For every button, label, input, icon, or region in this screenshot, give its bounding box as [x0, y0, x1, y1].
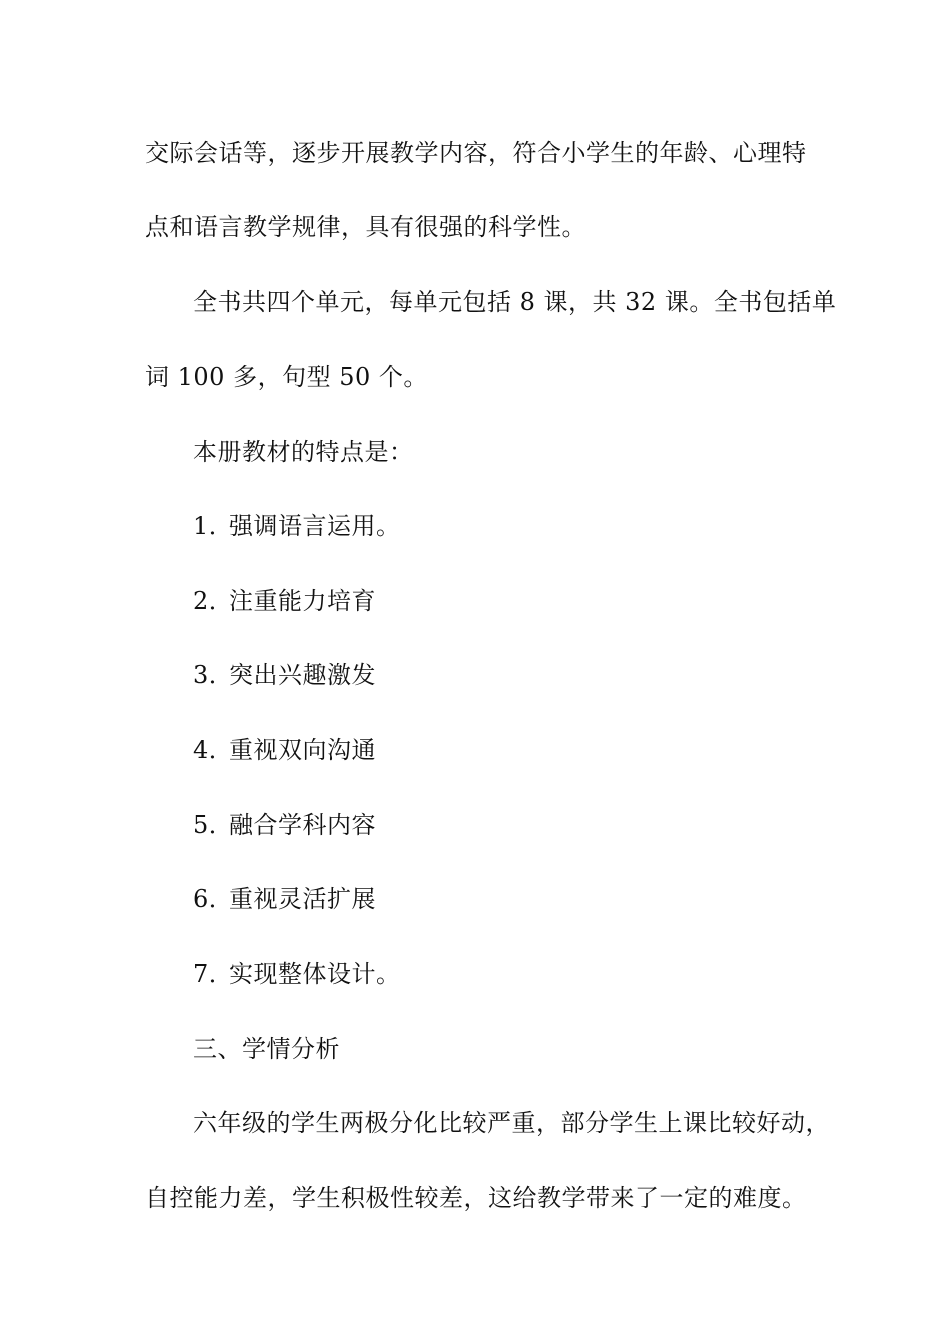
- section-heading: 三、学情分析: [193, 1035, 340, 1063]
- feature-item: [193, 809, 376, 841]
- feature-text: 强调语言运用。: [229, 512, 401, 540]
- paragraph-line: 交际会话等，逐步开展教学内容，符合小学生的年龄、心理特: [145, 139, 807, 167]
- feature-number: 2．: [193, 587, 234, 615]
- feature-item: [193, 734, 376, 766]
- paragraph-line: 点和语言教学规律，具有很强的科学性。: [145, 213, 586, 241]
- paragraph-line: 自控能力差，学生积极性较差，这给教学带来了一定的难度。: [145, 1184, 807, 1212]
- feature-number: 3．: [193, 661, 234, 689]
- feature-item: [193, 883, 376, 915]
- feature-number: 5．: [193, 811, 234, 839]
- features-intro: 本册教材的特点是：: [193, 438, 414, 466]
- paragraph-line: 六年级的学生两极分化比较严重，部分学生上课比较好动，: [193, 1109, 830, 1137]
- paragraph-line: 全书共四个单元，每单元包括 8 课，共 32 课。全书包括单: [193, 288, 837, 316]
- feature-text: 注重能力培育: [229, 587, 376, 615]
- feature-item: [193, 510, 401, 542]
- feature-number: 4．: [193, 736, 234, 764]
- feature-number: 1．: [193, 512, 234, 540]
- feature-text: 重视双向沟通: [229, 736, 376, 764]
- feature-text: 突出兴趣激发: [229, 661, 376, 689]
- feature-text: 重视灵活扩展: [229, 885, 376, 913]
- feature-number: 6．: [193, 885, 234, 913]
- feature-text: 实现整体设计。: [229, 960, 401, 988]
- feature-number: 7．: [193, 960, 234, 988]
- feature-item: [193, 958, 401, 990]
- feature-text: 融合学科内容: [229, 811, 376, 839]
- feature-item: [193, 659, 376, 691]
- feature-item: [193, 585, 376, 617]
- paragraph-line: 词 100 多，句型 50 个。: [145, 363, 428, 391]
